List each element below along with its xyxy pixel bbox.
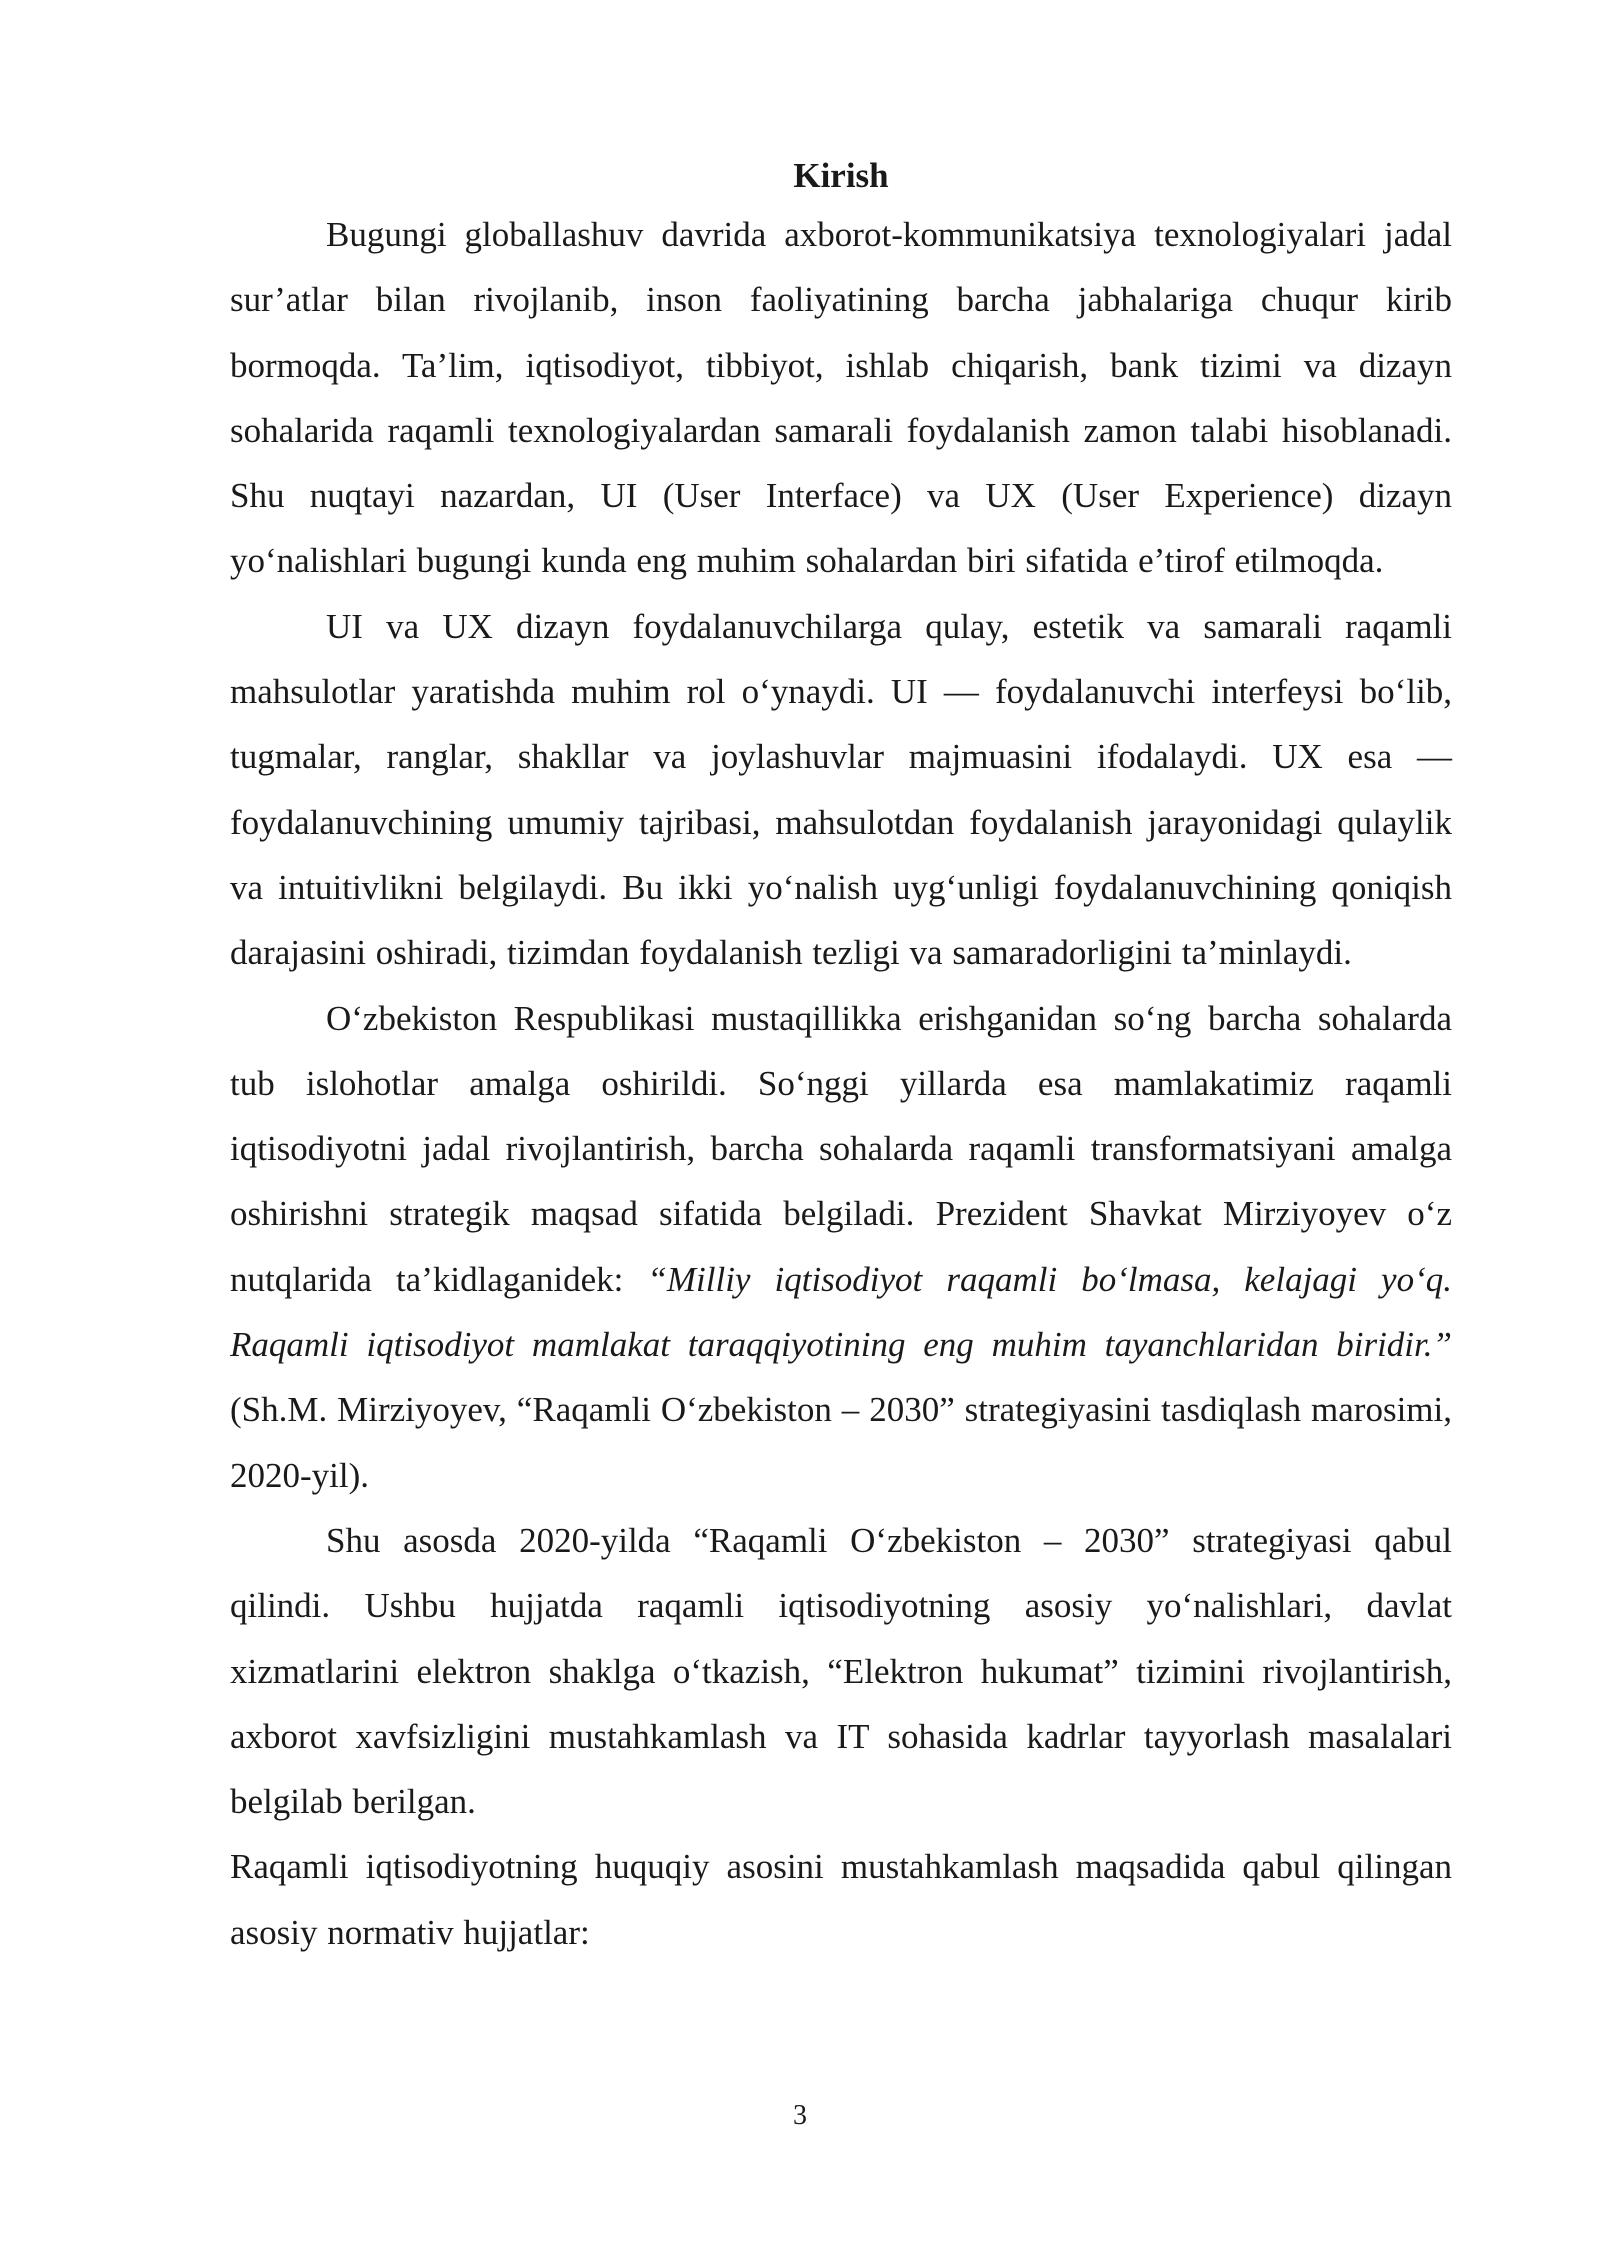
page-content xyxy=(230,150,1452,1965)
page-title: Kirish xyxy=(793,156,889,195)
paragraph-strategy: Shu asosda 2020-yilda “Raqamli O‘zbekiston – 2030” strategiyasi qabul qilindi. Ushbu hujjatda raqamli iqtisodiyotning asosiy yo‘nalishlari, davlat xizmatlarini elektron shaklga o‘tkazish, “Elektron hukumat” tizimini rivojlantirish, axborot xavfsizligini mustahkamlash va IT sohasida kadrlar tayyorlash masalalari belgilab berilgan. xyxy=(230,1520,1452,1822)
paragraph-uzbekistan-text: O‘zbekiston Respublikasi mustaqillikka erishganidan so‘ng barcha sohalarda tub islohotlar amalga oshirildi. So‘nggi yillarda esa mamlakatimiz raqamli iqtisodiyotni jadal rivojlantirish, barcha sohalarda raqamli transformatsiyani amalga oshirishni strategik maqsad sifatida belgiladi. Prezident Shavkat Mirziyoyev o‘z nutqlarida ta’kidlaganidek: xyxy=(230,998,1452,1299)
paragraph-normative-docs: Raqamli iqtisodiyotning huquqiy asosini mustahkamlash maqsadida qabul qilingan asosiy normativ hujjatlar: xyxy=(230,1847,1452,1952)
page-number: 3 xyxy=(793,2100,807,2131)
president-quote: “Milliy iqtisodiyot raqamli bo‘lmasa, kelajagi yo‘q. Raqamli iqtisodiyot mamlakat taraqqiyotining eng muhim tayanchlaridan biridir.” xyxy=(230,1259,1452,1365)
paragraph-ui-ux: UI va UX dizayn foydalanuvchilarga qulay, estetik va samarali raqamli mahsulotlar yaratishda muhim rol o‘ynaydi. UI — foydalanuvchi interfeysi bo‘lib, tugmalar, ranglar, shakllar va joylashuvlar majmuasini ifodalaydi. UX esa — foydalanuvchining umumiy tajribasi, mahsulotdan foydalanish jarayonidagi qulaylik va intuitivlikni belgilaydi. Bu ikki yo‘nalish uyg‘unligi foydalanuvchining qoniqish darajasini oshiradi, tizimdan foydalanish tezligi va samaradorligini ta’minlaydi. xyxy=(230,606,1452,973)
paragraph-uzbekistan xyxy=(230,986,1452,1508)
paragraph-intro: Bugungi globallashuv davrida axborot-kommunikatsiya texnologiyalari jadal sur’atlar bilan rivojlanib, inson faoliyatining barcha jabhalariga chuqur kirib bormoqda. Ta’lim, iqtisodiyot, tibbiyot, ishlab chiqarish, bank tizimi va dizayn sohalarida raqamli texnologiyalardan samarali foydalanish zamon talabi hisoblanadi. Shu nuqtayi nazardan, UI (User Interface) va UX (User Experience) dizayn yo‘nalishlari bugungi kunda eng muhim sohalardan biri sifatida e’tirof etilmoqda. xyxy=(230,215,1452,581)
quote-citation: (Sh.M. Mirziyoyev, “Raqamli O‘zbekiston – 2030” strategiyasini tasdiqlash marosimi, 2020-yil). xyxy=(230,1390,1452,1495)
